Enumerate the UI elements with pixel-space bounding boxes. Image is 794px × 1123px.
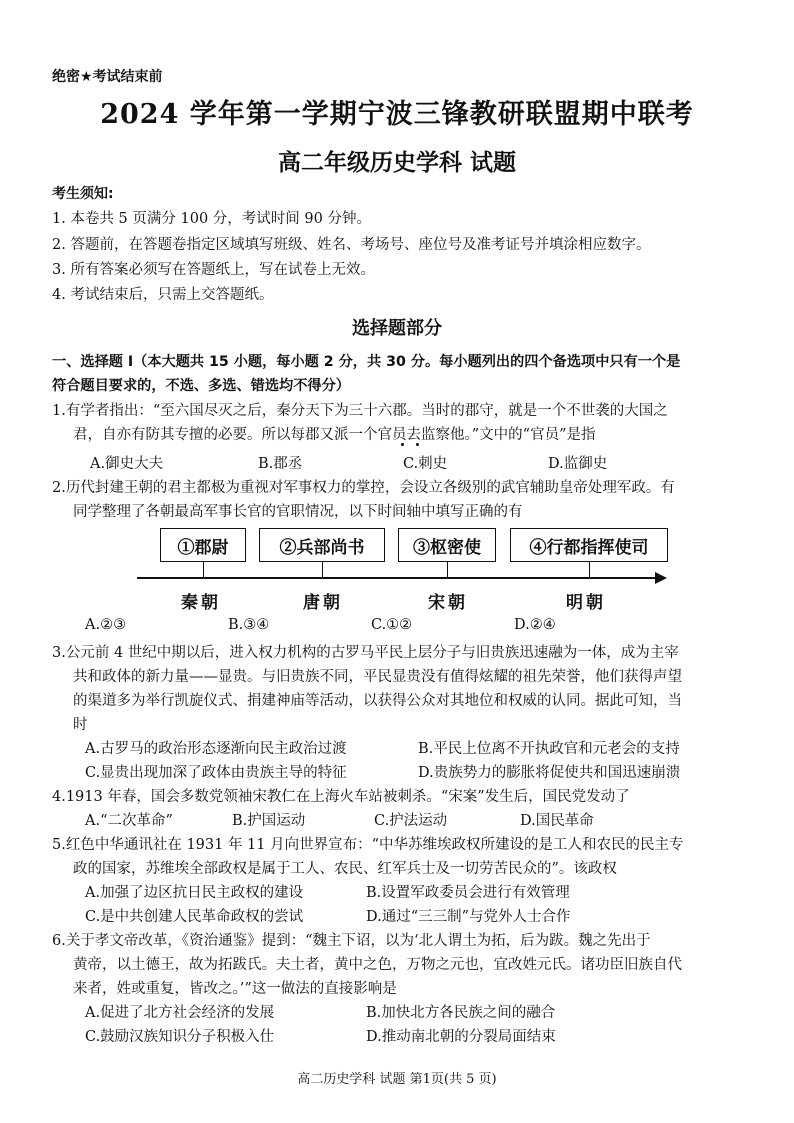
q3-option-b[interactable]: B.平民上位离不开执政官和元老会的支持 bbox=[418, 741, 680, 757]
q5-option-d[interactable]: D.通过“三三制”与党外人士合作 bbox=[366, 909, 571, 925]
emphasis-dot bbox=[416, 443, 419, 446]
notice-item: 3. 所有答案必须写在答题纸上，写在试卷上无效。 bbox=[52, 262, 375, 278]
notice-heading: 考生须知: bbox=[52, 186, 114, 202]
q1-option-a[interactable]: A.御史大夫 bbox=[90, 456, 164, 472]
timeline-dynasty-song: 宋朝 bbox=[428, 593, 468, 613]
q6-option-c[interactable]: C.鼓励汉族知识分子积极入仕 bbox=[85, 1029, 275, 1045]
q5-stem-line2: 政的国家，苏维埃全部政权是属于工人、农民、红军兵士及一切劳苦民众的”。该政权 bbox=[73, 861, 617, 877]
timeline-box-4: ④行都指挥使司 bbox=[510, 528, 668, 562]
exam-title: 2024 学年第一学期宁波三锋教研联盟期中联考 bbox=[100, 99, 694, 130]
part-instruction-line1: 一、选择题 I（本大题共 15 小题，每小题 2 分，共 30 分。每小题列出的四个备选项中只有一个是 bbox=[52, 354, 681, 370]
timeline-tick bbox=[589, 562, 590, 577]
q2-option-a[interactable]: A.②③ bbox=[85, 617, 127, 633]
q3-option-d[interactable]: D.贵族势力的膨胀将促使共和国迅速崩溃 bbox=[418, 765, 681, 781]
timeline-box-1: ①郡尉 bbox=[160, 528, 246, 562]
q6-option-a[interactable]: A.促进了北方社会经济的发展 bbox=[85, 1005, 275, 1021]
q3-stem-line4: 时 bbox=[73, 717, 88, 733]
page-footer: 高二历史学科 试题 第1页(共 5 页) bbox=[297, 1072, 497, 1087]
q1-stem-line1: 1.有学者指出：“至六国尽灭之后，秦分天下为三十六郡。当时的郡守，就是一个不世袭的大国之 bbox=[52, 403, 668, 419]
q2-stem-line2: 同学整理了各朝最高军事长官的官职情况，以下时间轴中填写正确的有 bbox=[73, 504, 523, 520]
q6-stem-line2: 黄帝，以土德王，故为拓跋氏。夫土者，黄中之色，万物之元也，宜改姓元氏。诸功臣旧族自代 bbox=[73, 957, 682, 973]
emphasis-dot bbox=[401, 443, 404, 446]
timeline-dynasty-tang: 唐朝 bbox=[303, 593, 343, 613]
timeline-tick bbox=[447, 562, 448, 577]
q1-emphasis-officer: 官员 bbox=[377, 427, 407, 443]
notice-item: 2. 答题前，在答题卷指定区域填写班级、姓名、考场号、座位号及准考证号并填涂相应数字。 bbox=[52, 237, 651, 253]
q2-option-b[interactable]: B.③④ bbox=[228, 617, 270, 633]
timeline-dynasty-qin: 秦朝 bbox=[181, 593, 221, 613]
q1-option-d[interactable]: D.监御史 bbox=[548, 456, 608, 472]
q2-option-d[interactable]: D.②④ bbox=[514, 617, 556, 633]
q5-stem-line1: 5.红色中华通讯社在 1931 年 11 月向世界宣布：“中华苏维埃政权所建设的是工人和农民的民主专 bbox=[52, 837, 684, 853]
q2-stem-line1: 2.历代封建王朝的君主都极为重视对军事权力的掌控，会设立各级别的武官辅助皇帝处理军政。有 bbox=[52, 480, 675, 496]
timeline-box-2: ②兵部尚书 bbox=[259, 528, 385, 562]
notice-item: 4. 考试结束后，只需上交答题纸。 bbox=[52, 287, 274, 303]
timeline-arrow-icon bbox=[655, 572, 667, 584]
q1-option-b[interactable]: B.郡丞 bbox=[258, 456, 303, 472]
q3-option-a[interactable]: A.古罗马的政治形态逐渐向民主政治过渡 bbox=[85, 741, 347, 757]
q1-stem-line2: 君，自亦有防其专擅的必要。所以每郡又派一个官员去监察他。”文中的“官员”是指 bbox=[73, 427, 596, 443]
notice-item: 1. 本卷共 5 页满分 100 分，考试时间 90 分钟。 bbox=[52, 211, 371, 227]
q4-option-c[interactable]: C.护法运动 bbox=[374, 813, 448, 829]
timeline-tick bbox=[322, 562, 323, 577]
section-title: 选择题部分 bbox=[352, 318, 442, 339]
q4-stem-line1: 4.1913 年春，国会多数党领袖宋教仁在上海火车站被刺杀。“宋案”发生后，国民党发动了 bbox=[52, 789, 630, 805]
q3-stem-line2: 共和政体的新力量——显贵。与旧贵族不同，平民显贵没有值得炫耀的祖先荣誉，他们获得声望 bbox=[73, 669, 682, 685]
q3-stem-line1: 3.公元前 4 世纪中期以后，进入权力机构的古罗马平民上层分子与旧贵族迅速融为一体，成为主宰 bbox=[52, 645, 679, 661]
timeline-box-3: ③枢密使 bbox=[398, 528, 496, 562]
confidential-label: 绝密★考试结束前 bbox=[52, 69, 163, 85]
timeline-axis bbox=[137, 577, 657, 579]
q6-stem-line1: 6.关于孝文帝改革，《资治通鉴》提到：“魏主下诏，以为‘北人谓土为拓，后为跋。魏之先出于 bbox=[52, 933, 651, 949]
part-instruction-line2: 符合题目要求的，不选、多选、错选均不得分） bbox=[52, 378, 350, 394]
q6-option-b[interactable]: B.加快北方各民族之间的融合 bbox=[366, 1005, 556, 1021]
q5-option-a[interactable]: A.加强了边区抗日民主政权的建设 bbox=[85, 885, 304, 901]
q5-option-c[interactable]: C.是中共创建人民革命政权的尝试 bbox=[85, 909, 304, 925]
timeline-tick bbox=[203, 562, 204, 577]
q4-option-b[interactable]: B.护国运动 bbox=[232, 813, 306, 829]
q4-option-d[interactable]: D.国民革命 bbox=[520, 813, 594, 829]
q4-option-a[interactable]: A.“二次革命” bbox=[85, 813, 173, 829]
q5-option-b[interactable]: B.设置军政委员会进行有效管理 bbox=[366, 885, 570, 901]
exam-subtitle: 高二年级历史学科 试题 bbox=[277, 149, 516, 176]
q2-option-c[interactable]: C.①② bbox=[371, 617, 413, 633]
q3-stem-line3: 的渠道多为举行凯旋仪式、捐建神庙等活动，以获得公众对其地位和权威的认同。据此可知，当 bbox=[73, 693, 682, 709]
timeline-dynasty-ming: 明朝 bbox=[566, 593, 606, 613]
q6-option-d[interactable]: D.推动南北朝的分裂局面结束 bbox=[366, 1029, 556, 1045]
q6-stem-line3: 来者，姓或重复，皆改之。’”这一做法的直接影响是 bbox=[73, 981, 397, 997]
q1-option-c[interactable]: C.刺史 bbox=[403, 456, 448, 472]
q3-option-c[interactable]: C.显贵出现加深了政体由贵族主导的特征 bbox=[85, 765, 347, 781]
